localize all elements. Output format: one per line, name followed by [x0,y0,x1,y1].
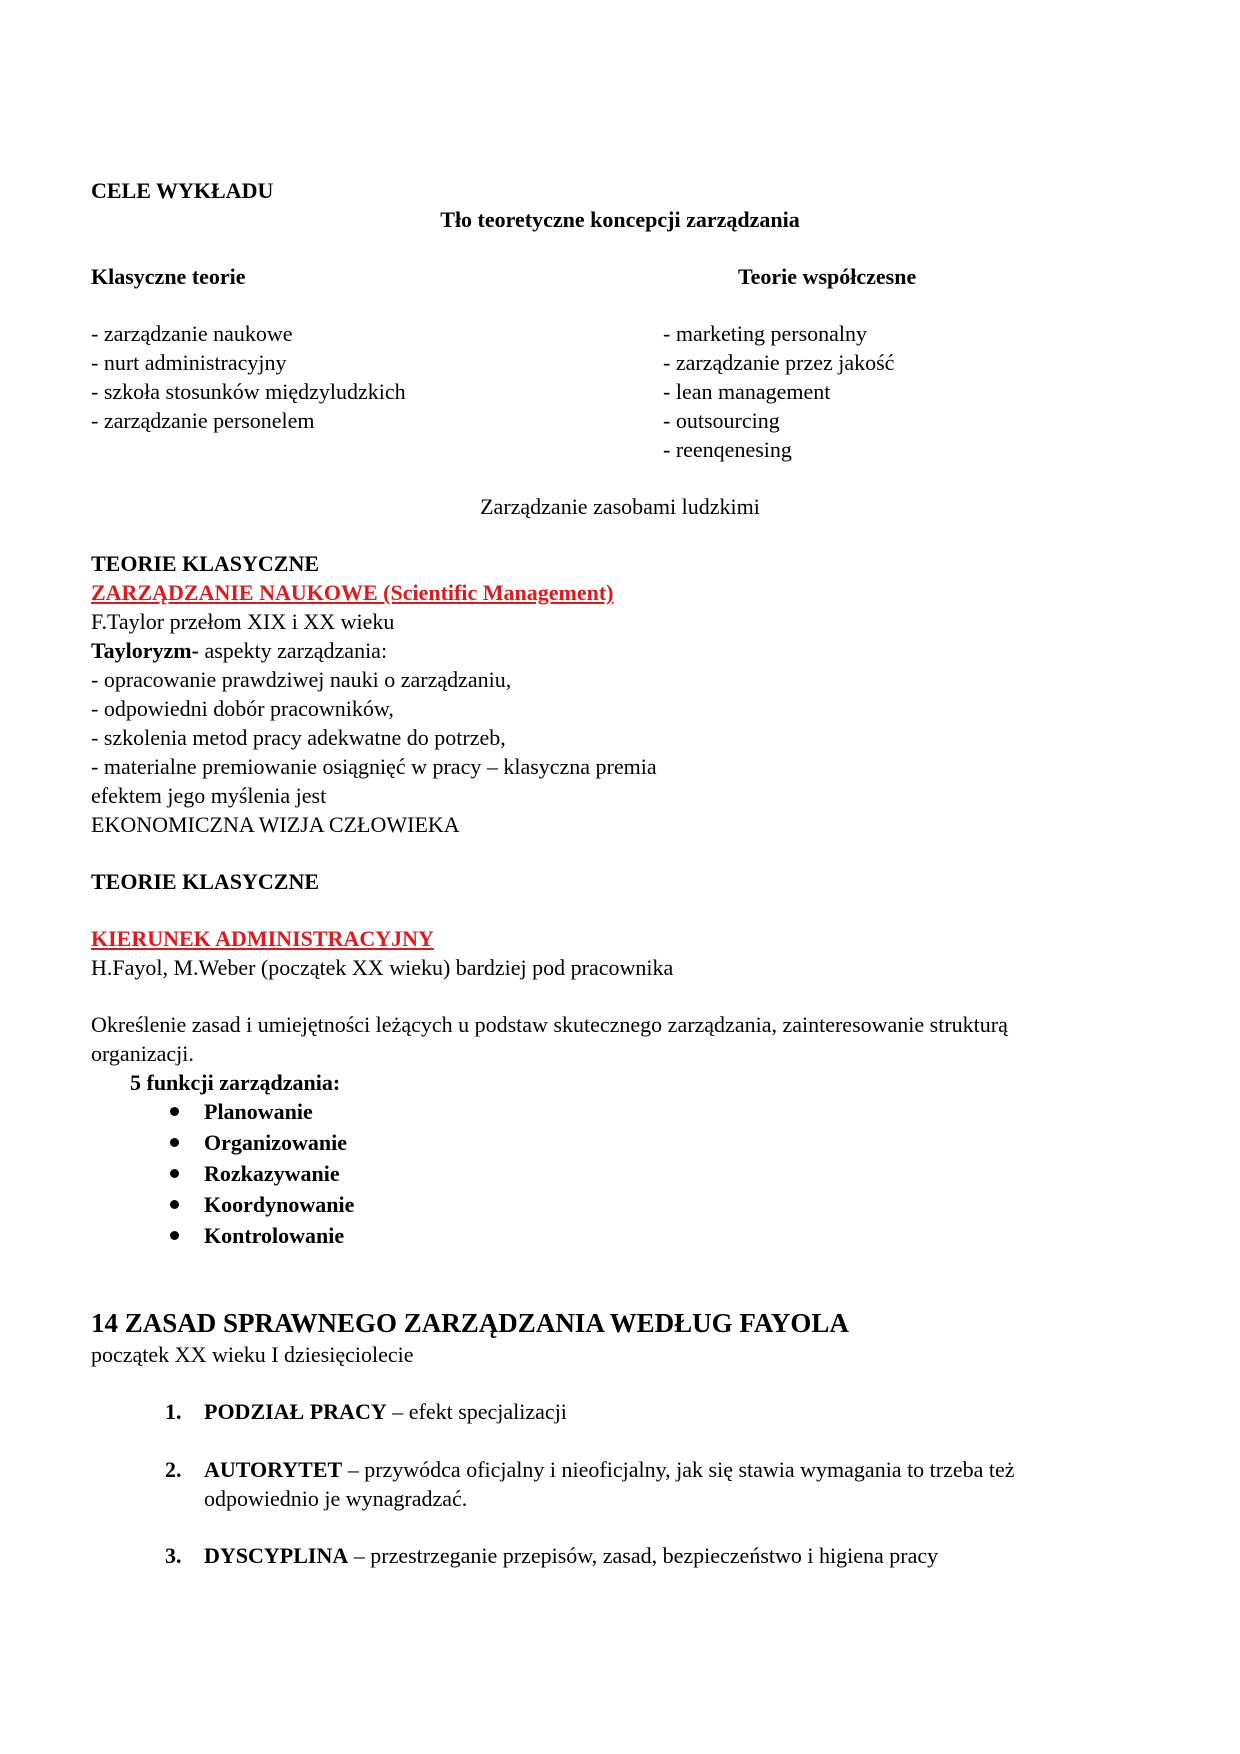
principle-desc: – przywódca oficjalny i nieoficjalny, jak się stawia wymagania to trzeba też [342,1457,1015,1482]
taylorism-item: - szkolenia metod pracy adekwatne do potrzeb, [91,725,506,750]
classic-theories-header: Klasyczne teorie [91,264,246,289]
definition-paragraph-line: organizacji. [91,1041,194,1066]
principle-number: 1. [165,1399,182,1424]
taylorism-term: Tayloryzm- [91,638,199,663]
taylorism-desc: aspekty zarządzania: [198,638,388,663]
bullet-icon [170,1231,179,1240]
bullet-icon [170,1138,179,1147]
economic-vision-line: EKONOMICZNA WIZJA CZŁOWIEKA [91,812,460,837]
function-item: Rozkazywanie [170,1159,340,1189]
hrm-line: Zarządzanie zasobami ludzkimi [480,494,760,519]
effect-line: efektem jego myślenia jest [91,783,327,808]
classic-item: - szkoła stosunków międzyludzkich [91,379,406,404]
modern-item: - zarządzanie przez jakość [663,350,895,375]
function-item: Organizowanie [170,1128,347,1158]
taylorism-item: - odpowiedni dobór pracowników, [91,696,394,721]
fayol-weber-line: H.Fayol, M.Weber (początek XX wieku) bardziej pod pracownika [91,955,674,980]
modern-item: - marketing personalny [663,321,868,346]
bullet-icon [170,1107,179,1116]
principle-desc-continued: odpowiednio je wynagradzać. [204,1486,468,1511]
modern-item: - reenqenesing [663,437,792,462]
bullet-icon [170,1200,179,1209]
fayol-principles-subtitle: początek XX wieku I dziesięciolecie [91,1342,414,1367]
administrative-heading: KIERUNEK ADMINISTRACYJNY [91,926,434,951]
functions-title: 5 funkcji zarządzania: [130,1070,341,1095]
bullet-icon [170,1169,179,1178]
classic-item: - zarządzanie naukowe [91,321,293,346]
section-heading: TEORIE KLASYCZNE [91,551,320,576]
definition-paragraph-line: Określenie zasad i umiejętności leżących u podstaw skutecznego zarządzania, zainteresowanie strukturą [91,1012,1008,1037]
principle-number: 3. [165,1543,182,1568]
classic-item: - zarządzanie personelem [91,408,315,433]
function-item: Planowanie [170,1097,313,1127]
fayol-principles-heading: 14 ZASAD SPRAWNEGO ZARZĄDZANIA WEDŁUG FAYOLA [91,1308,849,1338]
function-item: Koordynowanie [170,1190,354,1220]
principle-desc: – przestrzeganie przepisów, zasad, bezpieczeństwo i higiena pracy [348,1543,939,1568]
document-subtitle: Tło teoretyczne koncepcji zarządzania [440,207,800,232]
function-item: Kontrolowanie [170,1221,344,1251]
taylorism-line [91,636,387,665]
classic-item: - nurt administracyjny [91,350,287,375]
lecture-goals-heading: CELE WYKŁADU [91,178,274,203]
modern-theories-header: Teorie współczesne [738,264,917,289]
principle-number: 2. [165,1457,182,1482]
modern-item: - outsourcing [663,408,780,433]
principle-name: DYSCYPLINA [204,1543,349,1568]
principle-desc: – efekt specjalizacji [386,1399,567,1424]
modern-item: - lean management [663,379,831,404]
taylorism-item: - opracowanie prawdziwej nauki o zarządzaniu, [91,667,512,692]
section-heading: TEORIE KLASYCZNE [91,869,320,894]
scientific-management-heading: ZARZĄDZANIE NAUKOWE (Scientific Management) [91,580,614,605]
principle-name: AUTORYTET [204,1457,343,1482]
taylorism-item: - materialne premiowanie osiągnięć w pracy – klasyczna premia [91,754,657,779]
principle-name: PODZIAŁ PRACY [204,1399,387,1424]
taylor-line: F.Taylor przełom XIX i XX wieku [91,609,395,634]
